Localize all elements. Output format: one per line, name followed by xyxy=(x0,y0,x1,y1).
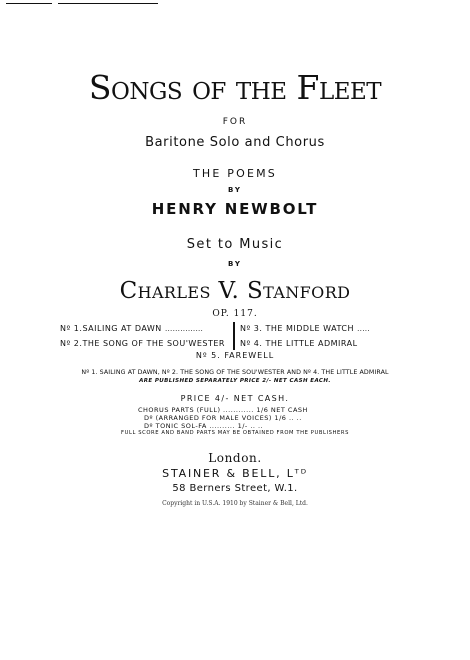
by-label-poet: BY xyxy=(227,186,243,194)
publisher-name: STAINER & BELL, Lᵀᴰ xyxy=(162,467,308,480)
composer-name: Charles V. Stanford xyxy=(119,278,351,304)
publisher-city: London. xyxy=(208,451,262,465)
by-label-composer: BY xyxy=(227,260,243,268)
full-score-note: FULL SCORE AND BAND PARTS MAY BE OBTAINED FROM THE PUBLISHERS xyxy=(121,430,349,436)
page-title: Songs of the Fleet xyxy=(88,68,382,107)
top-rule-right xyxy=(58,3,158,4)
song-title: THE LITTLE ADMIRAL xyxy=(265,339,358,348)
song-title: THE SONG OF THE SOU'WESTER xyxy=(82,339,225,348)
song-list-item xyxy=(60,339,225,348)
copyright-notice: Copyright in U.S.A. 1910 by Stainer & Bell, Ltd. xyxy=(162,500,308,507)
publisher-address: 58 Berners Street, W.1. xyxy=(172,483,298,494)
for-label: FOR xyxy=(222,117,248,127)
chorus-parts-price: CHORUS PARTS (FULL) ............ 1/6 NET CASH xyxy=(138,406,308,414)
leader-dots: ..... xyxy=(357,324,370,333)
price-label: PRICE 4/- NET CASH. xyxy=(180,394,290,403)
set-to-music-label: Set to Music xyxy=(186,237,284,252)
song-list-item xyxy=(240,324,370,333)
song-list-item xyxy=(60,324,203,333)
separately-published-note: Nº 1. SAILING AT DAWN, Nº 2. THE SONG OF THE SOU'WESTER AND Nº 4. THE LITTLE ADMIRAL xyxy=(81,369,389,376)
poet-name: HENRY NEWBOLT xyxy=(151,200,319,218)
song-title: SAILING AT DAWN xyxy=(82,324,162,333)
top-rule-left xyxy=(6,3,52,4)
tonic-sol-fa-price: Dº TONIC SOL-FA .......... 1/- .. .. xyxy=(144,422,264,430)
leader-dots: ............... xyxy=(164,324,203,333)
song-title: THE MIDDLE WATCH xyxy=(265,324,354,333)
song-list-item xyxy=(240,339,358,348)
song-list-item-5: Nº 5. FAREWELL xyxy=(195,351,275,360)
song-number: Nº 4. xyxy=(240,339,263,348)
separately-published-price: ARE PUBLISHED SEPARATELY PRICE 2/- NET CASH EACH. xyxy=(139,378,331,384)
song-number: Nº 1. xyxy=(60,324,83,333)
song-number: Nº 3. xyxy=(240,324,263,333)
subtitle: Baritone Solo and Chorus xyxy=(145,135,325,150)
song-number: Nº 2. xyxy=(60,339,83,348)
song-list-brace xyxy=(233,322,235,350)
male-voices-price: Dº (ARRANGED FOR MALE VOICES) 1/6 .. .. xyxy=(144,414,302,422)
opus-number: OP. 117. xyxy=(212,309,258,319)
poems-label: THE POEMS xyxy=(193,167,277,180)
